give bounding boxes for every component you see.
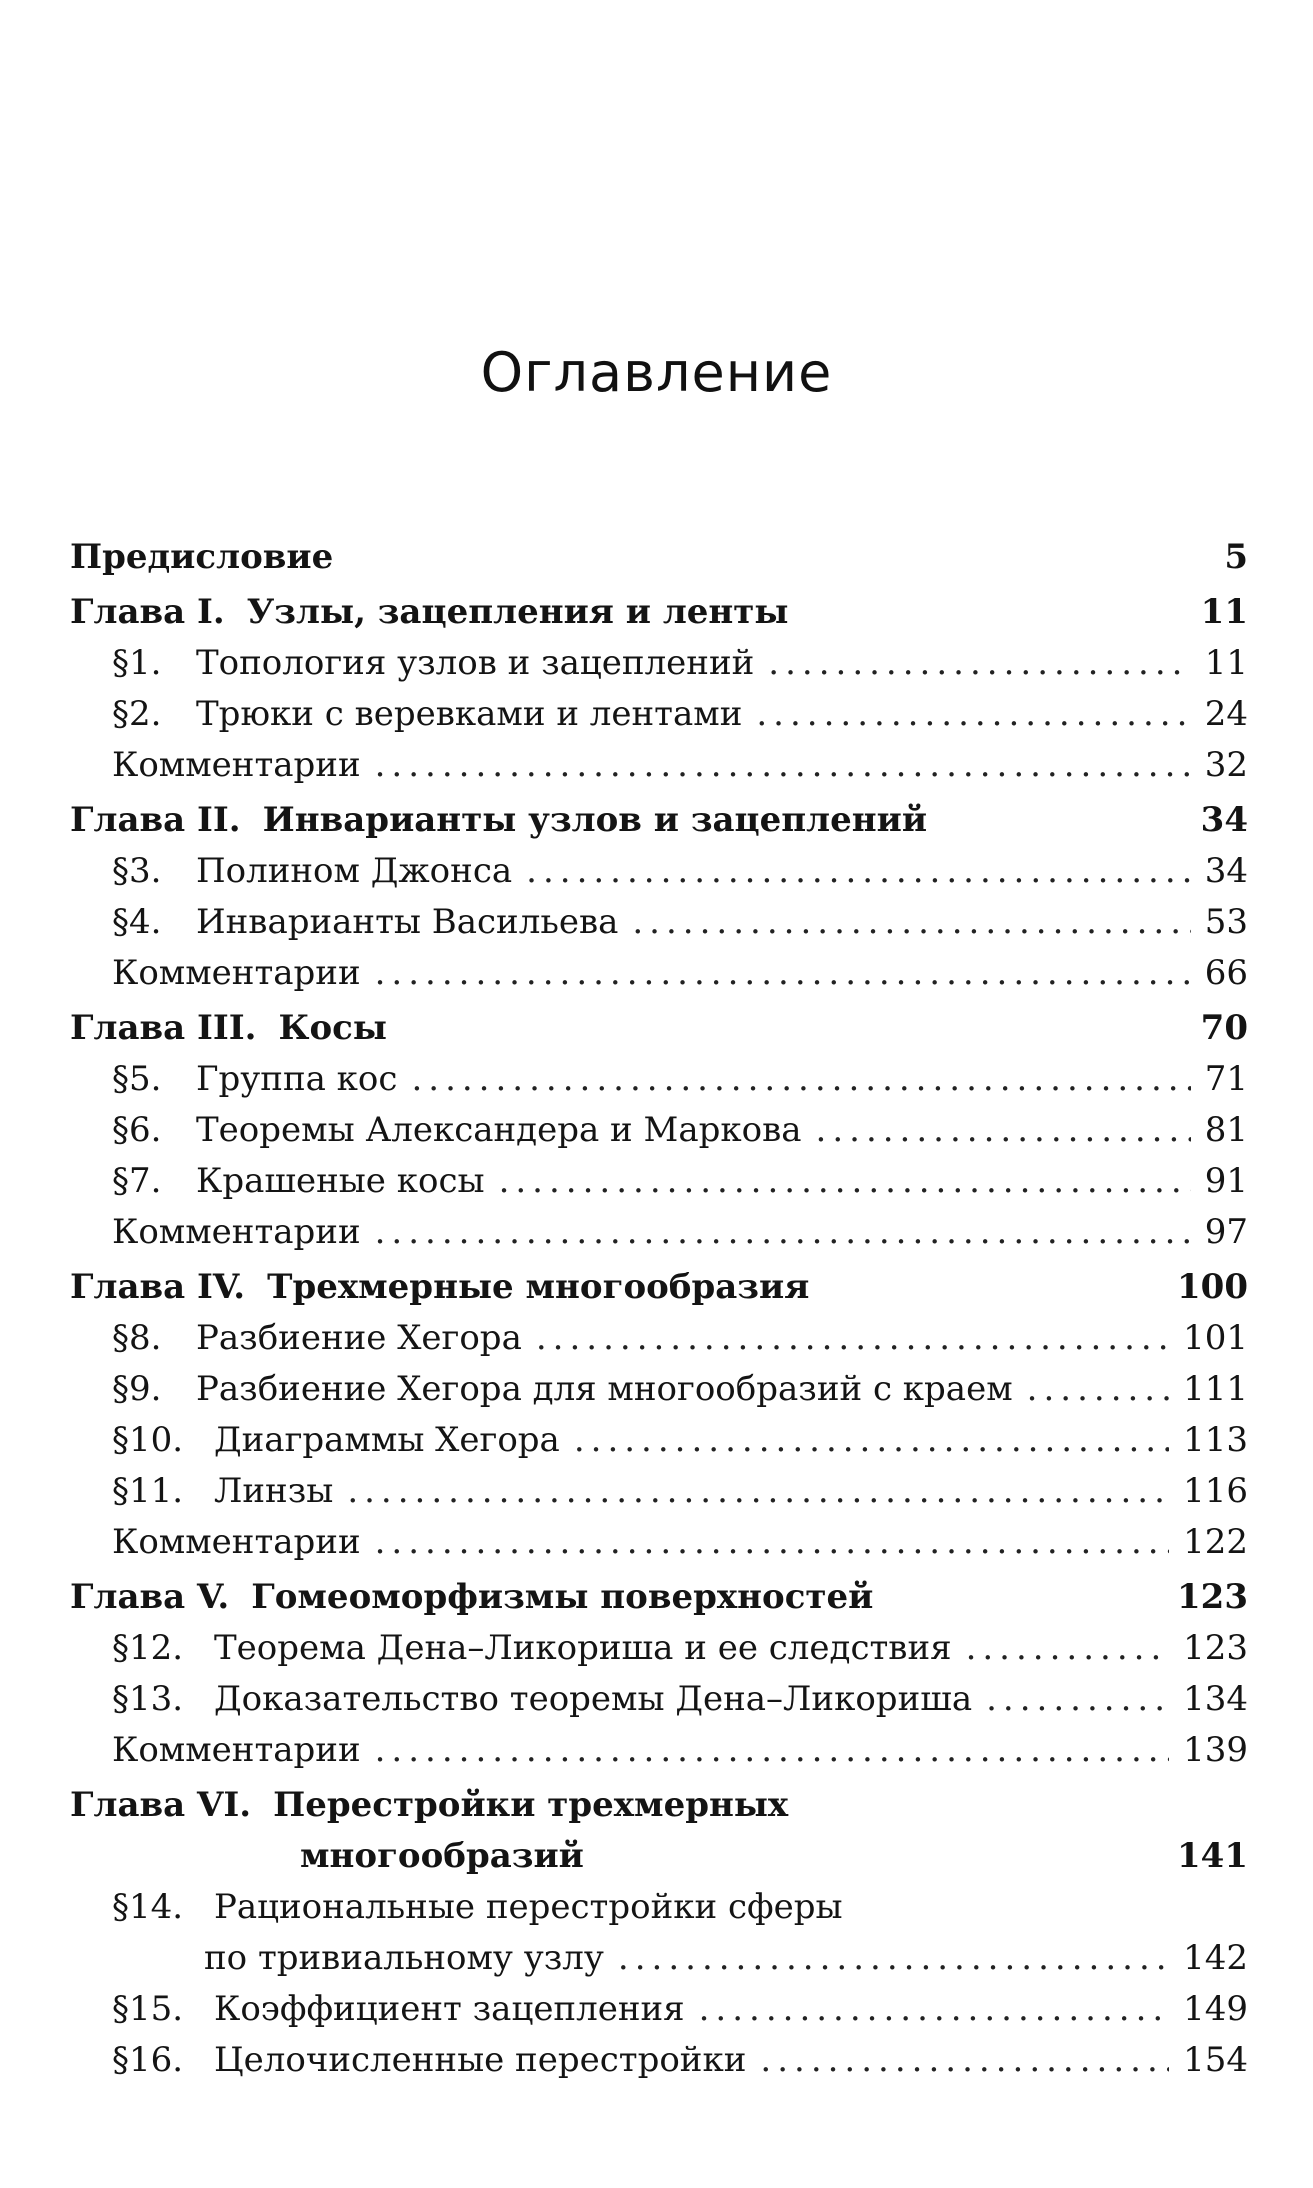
page-number: 71	[1204, 1059, 1248, 1099]
dot-leader	[375, 948, 1191, 999]
section-number: §3.	[112, 851, 162, 891]
chapter-number: Глава IV.	[70, 1267, 246, 1307]
page-number: 34	[1200, 800, 1248, 840]
toc-section-entry	[70, 1882, 1248, 1933]
dot-leader	[375, 1207, 1191, 1258]
chapter-number: Глава II.	[70, 800, 241, 840]
section-number: §1.	[112, 643, 162, 683]
chapter-title: Предисловие	[70, 537, 334, 577]
page-number: 34	[1204, 851, 1248, 891]
table-of-contents	[70, 532, 1248, 2086]
toc-section-entry	[70, 1466, 1248, 1517]
page-number: 100	[1177, 1267, 1248, 1307]
page-number: 24	[1204, 694, 1248, 734]
toc-comment-entry	[70, 1517, 1248, 1568]
page-number: 139	[1183, 1730, 1248, 1770]
section-number: §9.	[112, 1369, 162, 1409]
toc-chapter-entry	[70, 795, 1248, 846]
chapter-title: Гомеоморфизмы поверхностей	[251, 1577, 874, 1617]
toc-section-entry	[70, 2035, 1248, 2086]
section-title: Трюки с веревками и лентами	[196, 694, 743, 734]
dot-leader	[632, 897, 1190, 948]
chapter-title: Инварианты узлов и зацеплений	[262, 800, 928, 840]
section-number: §13.	[112, 1679, 184, 1719]
page-number: 66	[1204, 953, 1248, 993]
toc-chapter-entry	[70, 1262, 1248, 1313]
section-number: §4.	[112, 902, 162, 942]
chapter-title: Перестройки трехмерных	[273, 1785, 789, 1825]
dot-leader	[760, 2035, 1169, 2086]
page-number: 91	[1204, 1161, 1248, 1201]
toc-chapter-entry	[70, 1780, 1248, 1831]
section-number: §10.	[112, 1420, 184, 1460]
section-title: Разбиение Хегора для многообразий с краем	[196, 1369, 1013, 1409]
page-title: Оглавление	[480, 341, 833, 404]
chapter-number: Глава VI.	[70, 1785, 252, 1825]
page-number: 11	[1200, 592, 1248, 632]
section-number: §14.	[112, 1887, 184, 1927]
section-title: Коэффициент зацепления	[214, 1989, 685, 2029]
dot-leader	[411, 1054, 1190, 1105]
chapter-number: Глава V.	[70, 1577, 230, 1617]
comment-title: Комментарии	[112, 745, 361, 785]
toc-section-entry	[70, 1105, 1248, 1156]
page-number: 11	[1204, 643, 1248, 683]
dot-leader	[536, 1313, 1169, 1364]
page-number: 122	[1183, 1522, 1248, 1562]
section-number: §12.	[112, 1628, 184, 1668]
toc-section-entry	[70, 1984, 1248, 2035]
page-number: 123	[1183, 1628, 1248, 1668]
section-number: §8.	[112, 1318, 162, 1358]
page-number: 134	[1183, 1679, 1248, 1719]
page-number: 149	[1183, 1989, 1248, 2029]
toc-comment-entry	[70, 1207, 1248, 1258]
toc-section-entry	[70, 1156, 1248, 1207]
section-title: Доказательство теоремы Дена–Ликориша	[214, 1679, 973, 1719]
section-number: §7.	[112, 1161, 162, 1201]
section-title: Полином Джонса	[196, 851, 513, 891]
page-number: 113	[1183, 1420, 1248, 1460]
toc-comment-entry	[70, 740, 1248, 791]
page-number: 116	[1183, 1471, 1248, 1511]
dot-leader	[816, 1105, 1191, 1156]
comment-title: Комментарии	[112, 953, 361, 993]
section-title: Разбиение Хегора	[196, 1318, 522, 1358]
chapter-title: Косы	[278, 1008, 387, 1048]
section-title: Диаграммы Хегора	[214, 1420, 560, 1460]
toc-chapter-entry	[70, 532, 1248, 583]
toc-comment-entry	[70, 1725, 1248, 1776]
page-number: 32	[1204, 745, 1248, 785]
chapter-number: Глава I.	[70, 592, 225, 632]
toc-section-entry	[70, 638, 1248, 689]
page-number: 53	[1204, 902, 1248, 942]
page-number: 101	[1183, 1318, 1248, 1358]
toc-section-entry	[70, 846, 1248, 897]
toc-section-entry	[70, 1623, 1248, 1674]
section-title: Инварианты Васильева	[196, 902, 619, 942]
section-number: §11.	[112, 1471, 184, 1511]
toc-section-entry	[70, 1364, 1248, 1415]
toc-section-entry	[70, 1674, 1248, 1725]
toc-section-continuation	[70, 1933, 1248, 1984]
toc-section-entry	[70, 1313, 1248, 1364]
dot-leader	[499, 1156, 1191, 1207]
dot-leader	[1027, 1364, 1169, 1415]
page-number: 70	[1200, 1008, 1248, 1048]
page-number: 154	[1183, 2040, 1248, 2080]
dot-leader	[375, 1725, 1169, 1776]
section-number: §5.	[112, 1059, 162, 1099]
toc-section-entry	[70, 1054, 1248, 1105]
toc-section-entry	[70, 1415, 1248, 1466]
dot-leader	[347, 1466, 1169, 1517]
toc-comment-entry	[70, 948, 1248, 999]
section-number: §16.	[112, 2040, 184, 2080]
dot-leader	[526, 846, 1191, 897]
toc-chapter-entry	[70, 1003, 1248, 1054]
comment-title: Комментарии	[112, 1212, 361, 1252]
chapter-title: Узлы, зацепления и ленты	[246, 592, 789, 632]
dot-leader	[618, 1933, 1169, 1984]
toc-section-entry	[70, 689, 1248, 740]
comment-title: Комментарии	[112, 1522, 361, 1562]
toc-chapter-continuation	[70, 1831, 1248, 1882]
dot-leader	[768, 638, 1190, 689]
comment-title: Комментарии	[112, 1730, 361, 1770]
section-number: §6.	[112, 1110, 162, 1150]
dot-leader	[986, 1674, 1169, 1725]
section-title: Крашеные косы	[196, 1161, 485, 1201]
dot-leader	[375, 1517, 1169, 1568]
toc-chapter-entry	[70, 1572, 1248, 1623]
section-number: §2.	[112, 694, 162, 734]
section-title: Рациональные перестройки сферы	[214, 1887, 843, 1927]
page-number: 5	[1224, 537, 1248, 577]
section-title-continued: по тривиальному узлу	[204, 1938, 604, 1978]
section-title: Топология узлов и зацеплений	[196, 643, 755, 683]
section-number: §15.	[112, 1989, 184, 2029]
page-number: 142	[1183, 1938, 1248, 1978]
dot-leader	[756, 689, 1190, 740]
chapter-title-continued: многообразий	[300, 1836, 584, 1876]
section-title: Целочисленные перестройки	[214, 2040, 747, 2080]
chapter-title: Трехмерные многообразия	[267, 1267, 810, 1307]
page-number: 97	[1204, 1212, 1248, 1252]
dot-leader	[375, 740, 1191, 791]
dot-leader	[699, 1984, 1170, 2035]
chapter-number: Глава III.	[70, 1008, 257, 1048]
dot-leader	[574, 1415, 1169, 1466]
section-title: Линзы	[214, 1471, 334, 1511]
toc-chapter-entry	[70, 587, 1248, 638]
section-title: Теоремы Александера и Маркова	[196, 1110, 802, 1150]
toc-section-entry	[70, 897, 1248, 948]
section-title: Теорема Дена–Ликориша и ее следствия	[214, 1628, 952, 1668]
page-number: 141	[1177, 1836, 1248, 1876]
dot-leader	[966, 1623, 1170, 1674]
section-title: Группа кос	[196, 1059, 398, 1099]
page-number: 111	[1183, 1369, 1248, 1409]
page-number: 123	[1177, 1577, 1248, 1617]
page-number: 81	[1204, 1110, 1248, 1150]
